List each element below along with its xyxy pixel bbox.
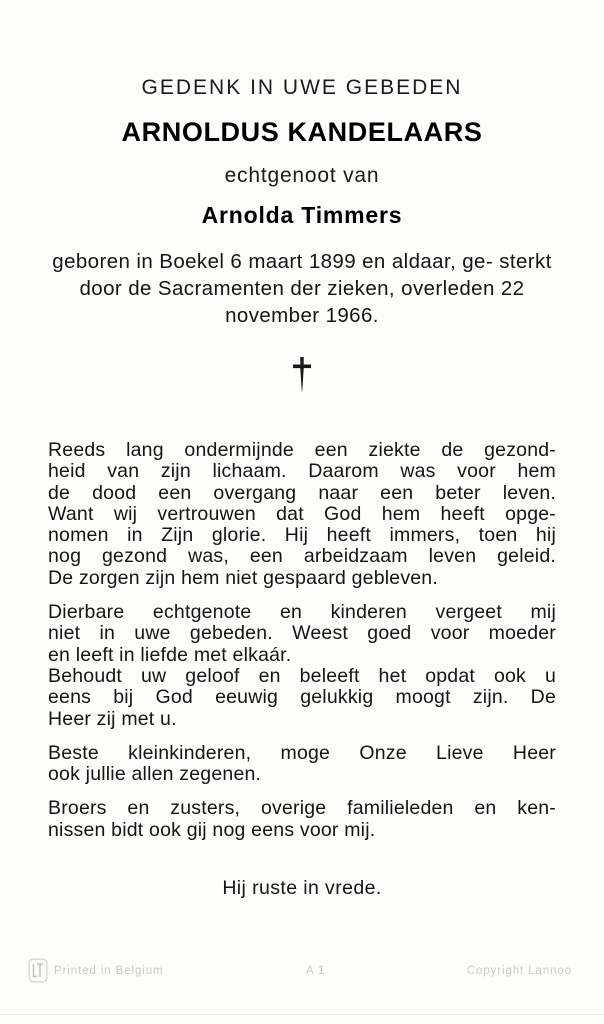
body-line: en leeft in liefde met elkaár.: [48, 643, 292, 666]
copyright-label: Copyright Lannoo: [466, 965, 572, 977]
body-line: Beste kleinkinderen, moge Onze Lieve Heer: [48, 741, 556, 764]
body-line: niet in uwe gebeden. Weest goed voor moeder: [48, 622, 556, 645]
body-line: nomen in Zijn glorie. Hij heeft immers, toen hij: [48, 524, 556, 547]
body-line: Dierbare echtgenote en kinderen vergeet mij: [48, 601, 556, 624]
closing-line: Hij ruste in vrede.: [222, 877, 382, 899]
body-line: Reeds lang ondermijnde een ziekte de gezond-: [48, 439, 556, 461]
body-line: Broers en zusters, overige familieleden en ken-: [48, 797, 556, 820]
body-line: ook jullie allen zegenen.: [48, 763, 262, 786]
body-line: Behoudt uw geloof en beleeft het opdat ook u: [48, 664, 556, 687]
body-line: eens bij God eeuwig gelukkig moogt zijn. De: [48, 686, 556, 709]
card-header: [0, 76, 604, 228]
card-code: A 1: [306, 965, 326, 977]
body-line: Heer zij met u.: [48, 707, 177, 730]
body-line: heid van zijn lichaam. Daarom was voor hem: [48, 460, 556, 483]
memorial-body: [48, 440, 556, 841]
body-line: nog gezond was, een arbeidzaam leven geleid.: [48, 545, 556, 568]
body-line: de dood een overgang naar een beter leven.: [48, 481, 556, 504]
cross-ornament: [0, 355, 604, 402]
bottom-divider: [0, 1014, 604, 1015]
paragraph-3: [48, 743, 556, 786]
spouse-name: Arnolda Timmers: [201, 201, 403, 228]
paragraph-4: [48, 798, 556, 841]
deceased-name: ARNOLDUS KANDELAARS: [121, 117, 483, 148]
card-footer: [0, 962, 604, 996]
lannoo-logo-icon: [28, 958, 48, 983]
birth-death-details: [46, 248, 558, 329]
memorial-invocation: GEDENK IN UWE GEBEDEN: [141, 76, 463, 99]
body-line: Want wij vertrouwen dat God hem heeft opge-: [48, 502, 556, 525]
birth-line: geboren in Boekel 6 maart 1899 en aldaar, ge-: [52, 250, 494, 273]
paragraph-1: [48, 440, 556, 589]
spouse-relation-label: echtgenoot van: [224, 163, 380, 187]
paragraph-2: [48, 602, 556, 730]
body-line: nissen bidt ook gij nog eens voor mij.: [48, 818, 376, 841]
sacraments-line: sterkt door de Sacramenten der zieken,: [79, 250, 552, 300]
printed-in-label: Printed in Belgium: [54, 965, 164, 977]
death-line: overleden 22 november 1966.: [225, 277, 525, 327]
body-line: De zorgen zijn hem niet gespaard gebleven.: [48, 566, 438, 589]
cross-dagger-icon: [291, 355, 313, 397]
